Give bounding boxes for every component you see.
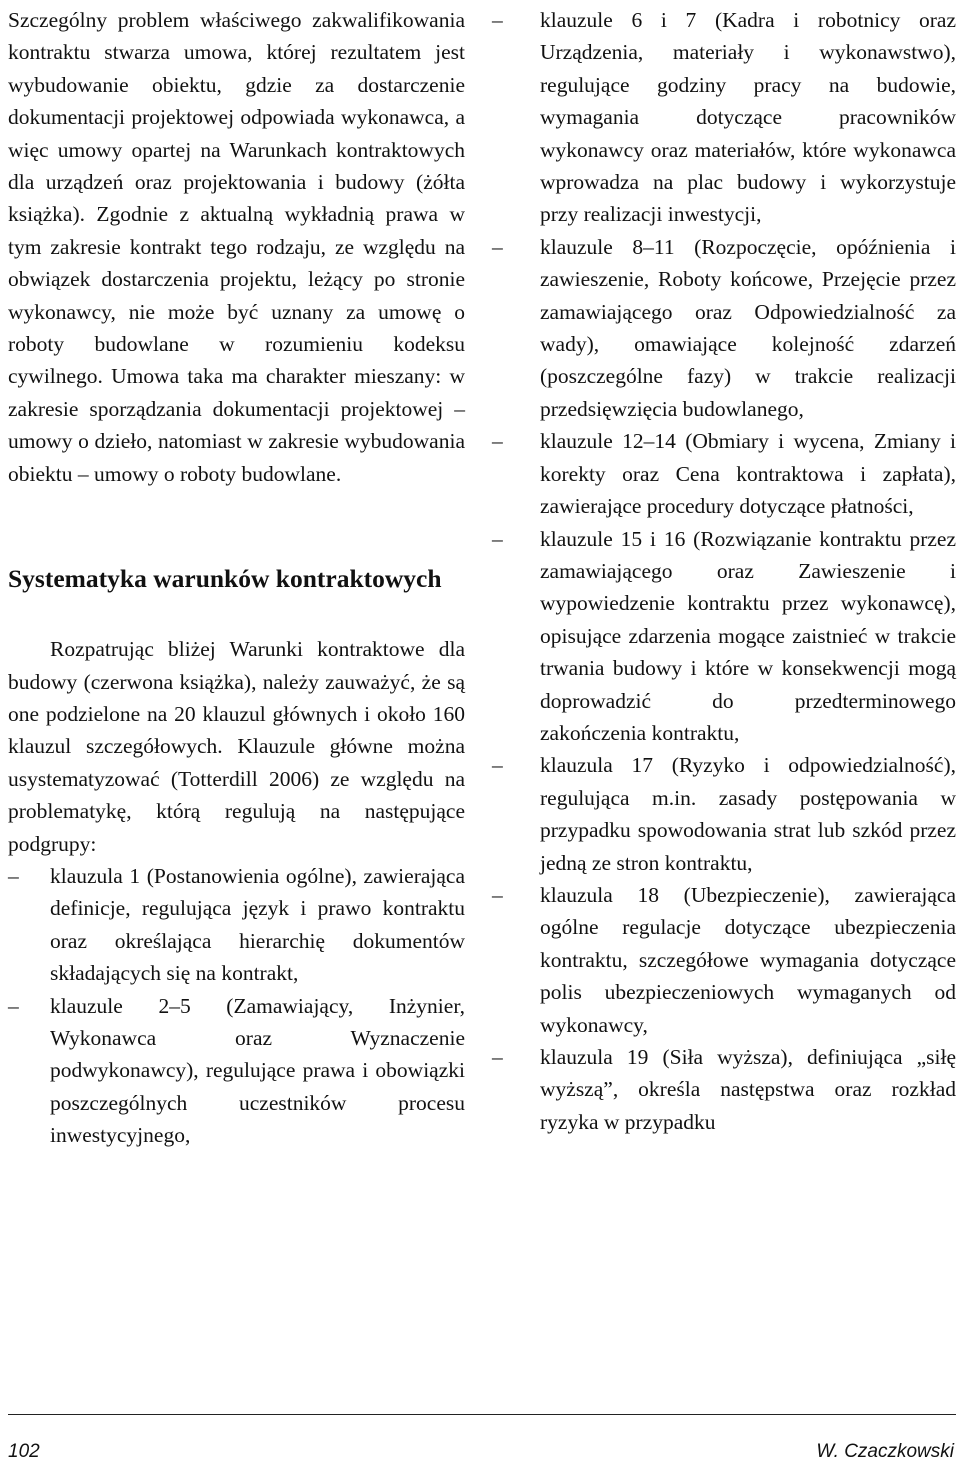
list-item: – klauzule 6 i 7 (Kadra i robotnicy oraz Urządzenia, materiały i wykonawstwo), regulujące godziny pracy na budowie, wymagania dotyczące pracowników wykonawcy oraz materiałów, które wykonawca wprowadza na plac budowy i wykorzystuje przy realizacji inwestycji,: [492, 4, 956, 231]
list-item: – klauzula 19 (Siła wyższa), definiująca „siłę wyższą”, określa następstwa oraz rozkład ryzyka w przypadku: [492, 1041, 956, 1138]
list-item: – klauzule 8–11 (Rozpoczęcie, opóźnienia i zawieszenie, Roboty końcowe, Przejęcie przez zamawiającego oraz Odpowiedzialność za wady), omawiające kolejność zdarzeń (poszczególne fazy) w trakcie realizacji przedsięwzięcia budowlanego,: [492, 231, 956, 425]
list-item: – klauzule 15 i 16 (Rozwiązanie kontraktu przez zamawiającego oraz Zawieszenie i wypowiedzenie kontraktu przez wykonawcę), opisujące zdarzenia mogące zaistnieć w trakcie trwania budowy i które w konsekwencji mogą doprowadzić do przedterminowego zakończenia kontraktu,: [492, 523, 956, 750]
list-item: – klauzula 17 (Ryzyko i odpowiedzialność), regulująca m.in. zasady postępowania w przypadku spowodowania strat lub szkód przez jedną ze stron kontraktu,: [492, 749, 956, 879]
clause-list: [492, 4, 956, 1138]
list-item: – klauzule 2–5 (Zamawiający, Inżynier, Wykonawca oraz Wyznaczenie podwykonawcy), regulujące prawa i obowiązki poszczególnych uczestników procesu inwestycyjnego,: [8, 990, 465, 1152]
list-item: – klauzula 18 (Ubezpieczenie), zawierająca ogólne regulacje dotyczące ubezpieczenia kontraktu, szczegółowe wymagania dotyczące polis ubezpieczeniowych wymaganych od wykonawcy,: [492, 879, 956, 1041]
author-name: W. Czaczkowski: [816, 1441, 954, 1462]
list-item: – klauzule 12–14 (Obmiary i wycena, Zmiany i korekty oraz Cena kontraktowa i zapłata), zawierające procedury dotyczące płatności,: [492, 425, 956, 522]
body-paragraph: Szczególny problem właściwego zakwalifikowania kontraktu stwarza umowa, której rezultatem jest wybudowanie obiektu, gdzie za dostarczenie dokumentacji projektowej odpowiada wykonawca, a więc umowy opartej na Warunkach kontraktowych dla urządzeń oraz projektowania i budowy (żółta książka). Zgodnie z aktualną wykładnią prawa w tym zakresie kontrakt tego rodzaju, ze względu na obwiązek dostarczenia projektu, leżący po stronie wykonawcy, nie może być uznany za umowę o roboty budowlane w rozumieniu kodeksu cywilnego. Umowa taka ma charakter mieszany: w zakresie sporządzania dokumentacji projektowej – umowy o dzieło, natomiast w zakresie wybudowania obiektu – umowy o roboty budowlane.: [8, 8, 465, 486]
list-item: – klauzula 1 (Postanowienia ogólne), zawierająca definicje, regulująca język i prawo kontraktu oraz określająca hierarchię dokumentów składających się na kontrakt,: [8, 860, 465, 990]
section-heading: Systematyka warunków kontraktowych: [8, 564, 442, 594]
page-footer: [8, 1414, 956, 1465]
right-column: [492, 4, 956, 1138]
clause-list: [8, 860, 465, 1152]
page-number: 102: [8, 1441, 40, 1462]
left-column: [8, 4, 465, 1152]
body-paragraph: Rozpatrując bliżej Warunki kontraktowe dla budowy (czerwona książka), należy zauważyć, że są one podzielone na 20 klauzul głównych i około 160 klauzul szczegółowych. Klauzule główne można usystematyzować (Totterdill 2006) ze względu na problematykę, którą regulują na następujące podgrupy:: [8, 637, 465, 856]
